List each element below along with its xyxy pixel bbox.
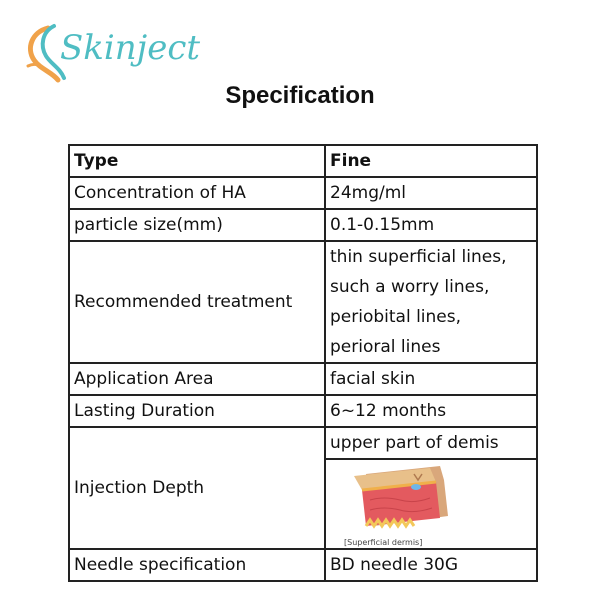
- table-row: [69, 209, 537, 241]
- treatment-line: thin superficial lines,: [330, 247, 507, 267]
- treatment-line: such a worry lines,: [330, 277, 490, 297]
- injection-depth-illustration-cell: [325, 459, 537, 549]
- concentration-label: Concentration of HA: [69, 177, 325, 209]
- particle-size-value: 0.1-0.15mm: [325, 209, 537, 241]
- treatment-line: perioral lines: [330, 337, 441, 357]
- logo-text: Skinject: [60, 28, 201, 68]
- table-row: [69, 177, 537, 209]
- concentration-value: 24mg/ml: [325, 177, 537, 209]
- particle-size-label: particle size(mm): [69, 209, 325, 241]
- needle-spec-value: BD needle 30G: [325, 549, 537, 581]
- injection-depth-value: upper part of demis: [325, 427, 537, 459]
- header-type: Type: [69, 145, 325, 177]
- treatment-line: periobital lines,: [330, 307, 462, 327]
- injection-depth-label: Injection Depth: [69, 427, 325, 549]
- table-row: [69, 395, 537, 427]
- treatment-value: [325, 241, 537, 363]
- table-header-row: [69, 145, 537, 177]
- treatment-label: Recommended treatment: [69, 241, 325, 363]
- table-row: [69, 549, 537, 581]
- application-area-value: facial skin: [325, 363, 537, 395]
- brand-logo: [18, 22, 201, 88]
- lasting-duration-label: Lasting Duration: [69, 395, 325, 427]
- table-row: [69, 363, 537, 395]
- lasting-duration-value: 6~12 months: [325, 395, 537, 427]
- illustration-caption: [Superficial dermis]: [344, 538, 423, 547]
- specification-table: [68, 144, 538, 582]
- table-row: [69, 427, 537, 459]
- application-area-label: Application Area: [69, 363, 325, 395]
- header-fine: Fine: [325, 145, 537, 177]
- page-title: Specification: [225, 82, 375, 109]
- table-row: [69, 241, 537, 363]
- needle-spec-label: Needle specification: [69, 549, 325, 581]
- skin-layer-diagram: [344, 460, 454, 534]
